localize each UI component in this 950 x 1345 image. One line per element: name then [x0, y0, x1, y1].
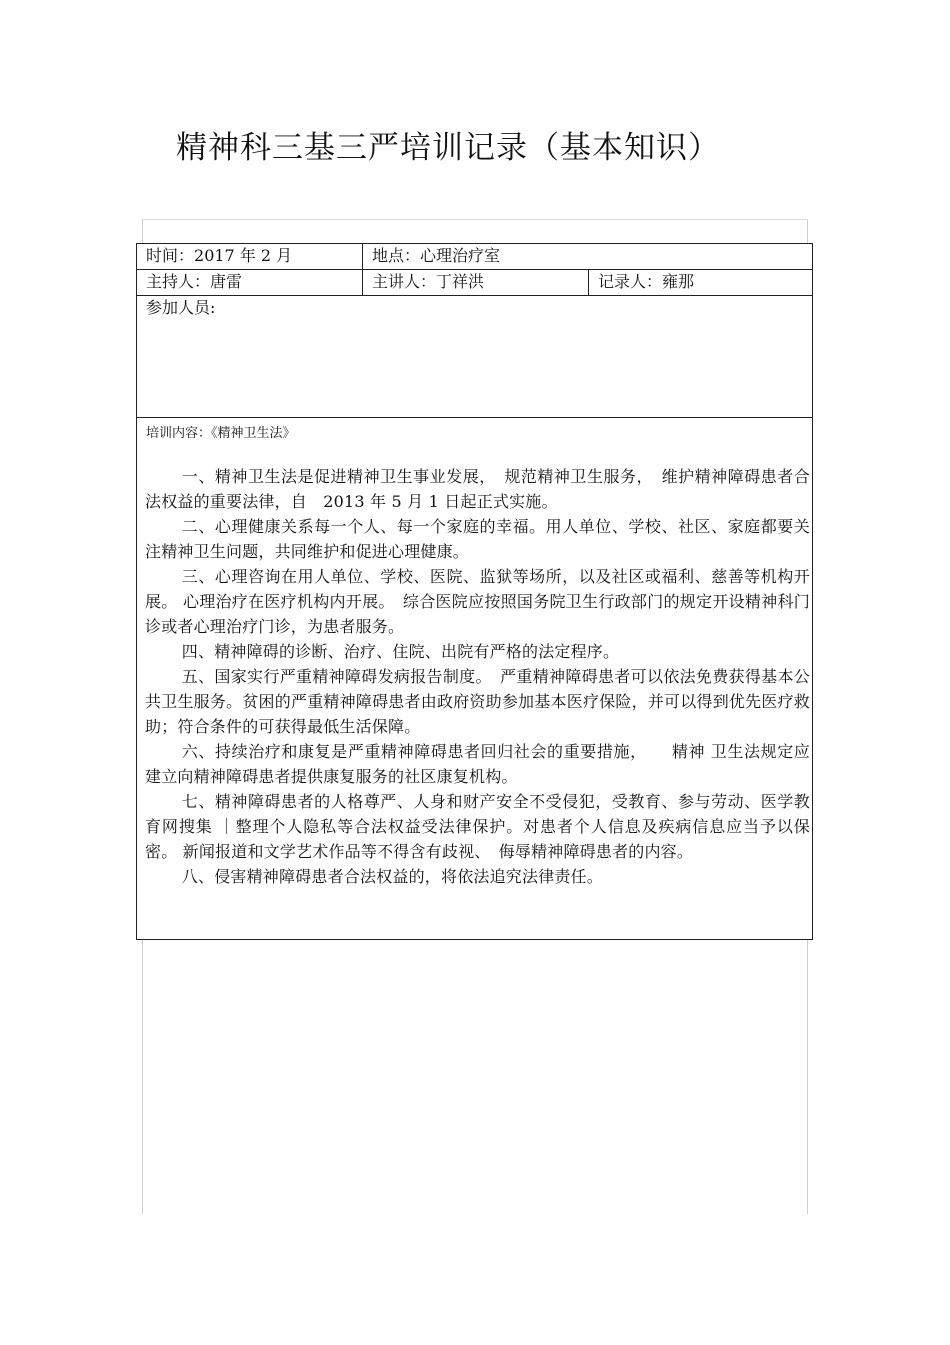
speaker-cell: [362, 270, 588, 295]
content-paragraph-1: 一、精神卫生法是促进精神卫生事业发展， 规范精神卫生服务， 维护精神障碍患者合法权益的重要法律，自 2013 年 5 月 1 日起正式实施。: [145, 467, 810, 511]
content-value: 《精神卫生法》: [211, 426, 296, 441]
document-title: 精神科三基三严培训记录（基本知识）: [176, 130, 720, 166]
training-content-body: [145, 464, 810, 889]
recorder-value: 雍那: [662, 272, 695, 291]
content-paragraph-6: 六、持续治疗和康复是严重精神障碍患者回归社会的重要措施， 精神 卫生法规定应建立向精神障碍患者提供康复服务的社区康复机构。: [145, 742, 810, 786]
content-paragraph-4: 四、精神障碍的诊断、治疗、住院、出院有严格的法定程序。: [181, 642, 620, 661]
content-paragraph-2: 二、心理健康关系每一个人、每一个家庭的幸福。用人单位、学校、社区、家庭都要关注精神卫生问题，共同维护和促进心理健康。: [145, 517, 810, 561]
people-row: [137, 270, 812, 296]
host-value: 唐雷: [210, 272, 243, 291]
speaker-value: 丁祥洪: [436, 272, 485, 291]
time-location-row: [137, 244, 812, 270]
content-paragraph-8: 八、侵害精神障碍患者合法权益的，将依法追究法律责任。: [181, 867, 603, 886]
speaker-label: 主讲人：: [372, 272, 437, 291]
time-label: 时间：: [146, 246, 195, 265]
participants-label: 参加人员:: [146, 298, 216, 317]
time-value: 2017 年 2 月: [194, 246, 293, 265]
host-cell: [137, 270, 362, 295]
host-label: 主持人：: [146, 272, 211, 291]
content-label: 培训内容：: [146, 426, 212, 441]
recorder-cell: [588, 270, 812, 295]
content-paragraph-3: 三、心理咨询在用人单位、学校、医院、监狱等场所，以及社区或福利、慈善等机构开展。 心理治疗在医疗机构内开展。 综合医院应按照国务院卫生行政部门的规定开设精神科门诊或者心理治疗门诊，为患者服务。: [145, 567, 810, 636]
recorder-label: 记录人：: [598, 272, 663, 291]
location-cell: [362, 244, 812, 269]
training-content-section: [137, 418, 812, 939]
participants-row: [137, 296, 812, 418]
training-record-table: [136, 243, 813, 940]
location-value: 心理治疗室: [420, 246, 501, 265]
location-label: 地点：: [372, 246, 421, 265]
training-content-heading: [146, 422, 296, 441]
participants-cell: [137, 296, 812, 417]
content-paragraph-5: 五、国家实行严重精神障碍发病报告制度。 严重精神障碍患者可以依法免费获得基本公共卫生服务。贫困的严重精神障碍患者由政府资助参加基本医疗保险，并可以得到优先医疗救助；符合条件的可获得最低生活保障。: [145, 667, 810, 736]
time-cell: [137, 244, 362, 269]
content-paragraph-7: 七、精神障碍患者的人格尊严、人身和财产安全不受侵犯，受教育、参与劳动、医学教育网搜集 ｜整理个人隐私等合法权益受法律保护。对患者个人信息及疾病信息应当予以保密。 新闻报道和文学艺术作品等不得含有歧视、 侮辱精神障碍患者的内容。: [145, 792, 810, 861]
